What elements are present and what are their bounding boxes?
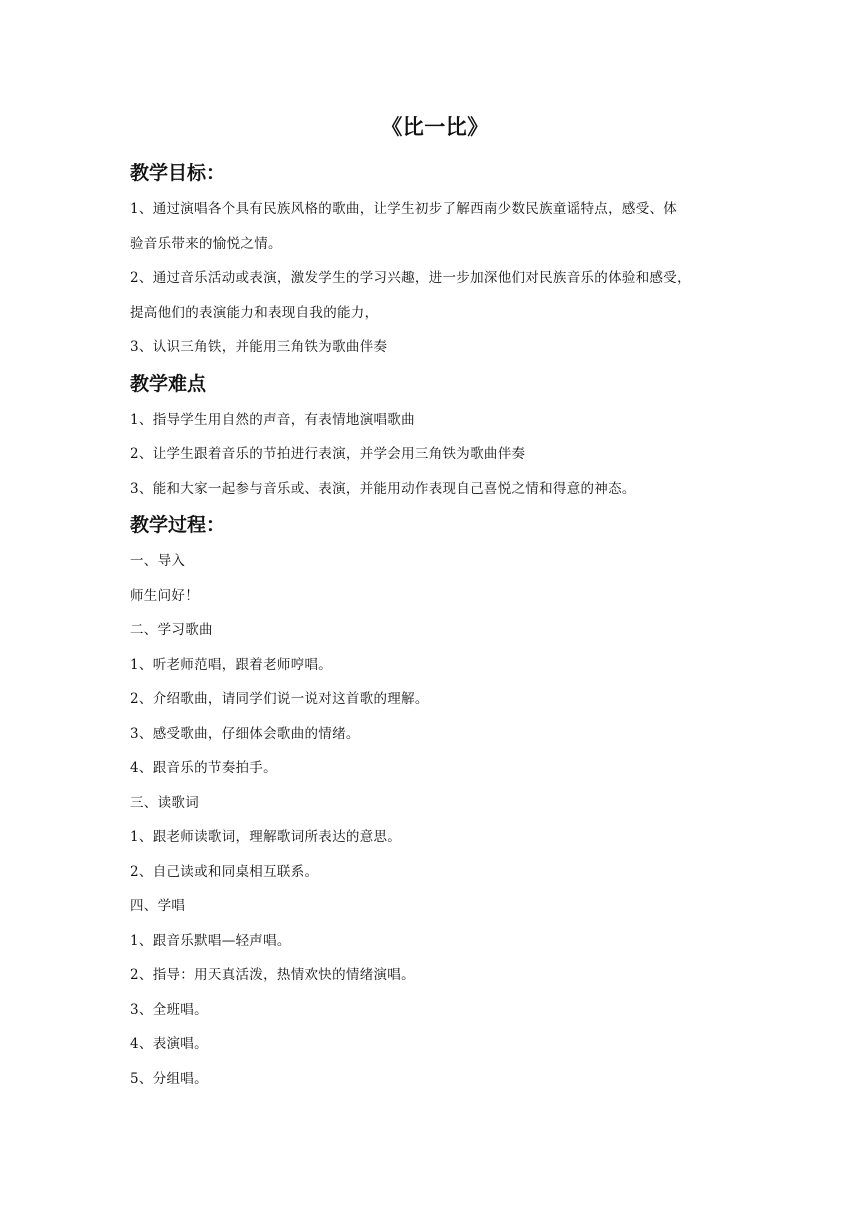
- section-heading: 教学过程：: [130, 514, 226, 536]
- paragraph-line: 1、听老师范唱，跟着老师哼唱。: [130, 656, 333, 673]
- paragraph-line: 3、感受歌曲，仔细体会歌曲的情绪。: [130, 725, 360, 742]
- paragraph-line: 3、认识三角铁，并能用三角铁为歌曲伴奏: [130, 339, 388, 355]
- paragraph-line: 1、通过演唱各个具有民族风格的歌曲，让学生初步了解西南少数民族童谣特点，感受、体: [130, 201, 678, 217]
- paragraph-line: 四、学唱: [130, 898, 186, 914]
- paragraph-line: 验音乐带来的愉悦之情。: [130, 235, 282, 252]
- section-teaching-process: [130, 512, 740, 1096]
- paragraph-line: 3、能和大家一起参与音乐或、表演，并能用动作表现自己喜悦之情和得意的神态。: [130, 480, 636, 497]
- document-title: 《比一比》: [381, 115, 489, 139]
- paragraph-line: 提高他们的表演能力和表现自我的能力，: [130, 304, 379, 321]
- paragraph-line: 2、让学生跟着音乐的节拍进行表演，并学会用三角铁为歌曲伴奏: [130, 446, 526, 462]
- paragraph-line: 师生问好！: [130, 587, 199, 604]
- paragraph-line: 2、通过音乐活动或表演，激发学生的学习兴趣，进一步加深他们对民族音乐的体验和感受，: [130, 270, 691, 286]
- section-teaching-objectives: [130, 160, 740, 365]
- paragraph-line: 三、读歌词: [130, 794, 199, 811]
- paragraph-line: 二、学习歌曲: [130, 622, 213, 638]
- paragraph-line: 3、全班唱。: [130, 1001, 208, 1018]
- document-body: [130, 112, 740, 1102]
- section-heading: 教学目标：: [130, 162, 226, 184]
- section-teaching-difficulties: [130, 371, 740, 507]
- section-heading: 教学难点: [130, 372, 207, 395]
- paragraph-line: 2、指导：用天真活泼，热情欢快的情绪演唱。: [130, 967, 415, 983]
- paragraph-line: 4、表演唱。: [130, 1036, 208, 1052]
- paragraph-line: 1、跟老师读歌词，理解歌词所表达的意思。: [130, 829, 402, 845]
- paragraph-line: 1、指导学生用自然的声音，有表情地演唱歌曲: [130, 411, 415, 428]
- paragraph-line: 4、跟音乐的节奏拍手。: [130, 760, 277, 776]
- paragraph-line: 2、介绍歌曲，请同学们说一说对这首歌的理解。: [130, 691, 429, 707]
- paragraph-line: 5、分组唱。: [130, 1070, 208, 1087]
- paragraph-line: 1、跟音乐默唱—轻声唱。: [130, 932, 291, 949]
- paragraph-line: 一、导入: [130, 553, 186, 569]
- paragraph-line: 2、自己读或和同桌相互联系。: [130, 863, 319, 880]
